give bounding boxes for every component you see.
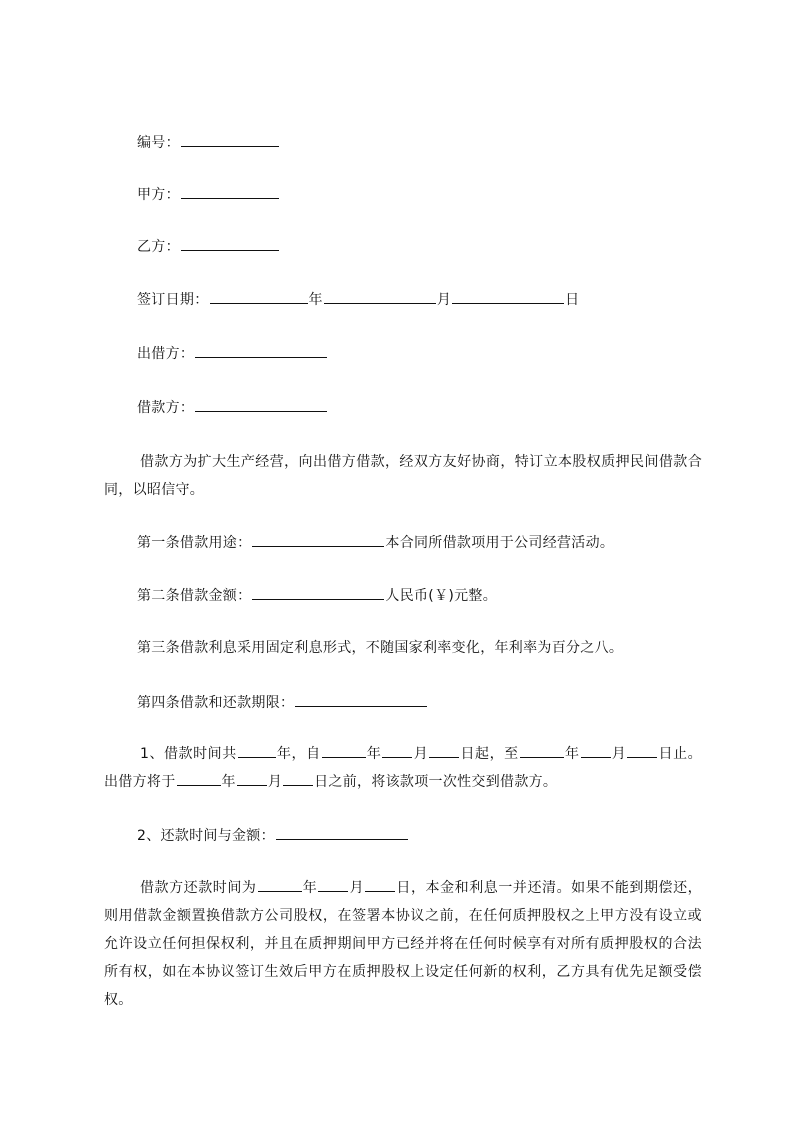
- deliver-year-blank[interactable]: [177, 771, 221, 786]
- repay-month-blank[interactable]: [318, 877, 348, 892]
- clause-1-text: 年: [366, 746, 382, 762]
- clause-1-text: 年，自: [276, 746, 321, 762]
- repay-day-blank[interactable]: [365, 877, 395, 892]
- party-a-blank[interactable]: [181, 184, 279, 199]
- sign-day-unit: 日: [565, 292, 580, 308]
- party-b-field: [137, 236, 280, 257]
- sign-month-unit: 月: [436, 292, 452, 308]
- borrower-label: 借款方：: [137, 400, 195, 416]
- end-month-blank[interactable]: [581, 743, 611, 758]
- number-label: 编号：: [137, 135, 180, 151]
- article-2: [137, 585, 497, 606]
- end-year-blank[interactable]: [520, 743, 564, 758]
- article-3: 第三条借款利息采用固定利息形式，不随国家利率变化，年利率为百分之八。: [137, 640, 624, 656]
- start-year-blank[interactable]: [322, 743, 366, 758]
- article-1-label: 第一条借款用途：: [137, 535, 252, 551]
- repay-text: 年: [302, 880, 318, 896]
- clause-2: [137, 825, 409, 846]
- clause-1-text: 年: [564, 746, 580, 762]
- number-field: [137, 132, 280, 153]
- repayment-paragraph: [104, 874, 702, 1014]
- number-blank[interactable]: [181, 132, 279, 147]
- article-4: [137, 692, 428, 713]
- article-4-blank[interactable]: [295, 692, 427, 707]
- repay-year-blank[interactable]: [258, 877, 302, 892]
- lender-field: [137, 343, 328, 364]
- party-a-field: [137, 184, 280, 205]
- deliver-day-blank[interactable]: [283, 771, 313, 786]
- sign-year-blank[interactable]: [210, 289, 308, 304]
- borrower-blank[interactable]: [195, 397, 327, 412]
- deliver-month-blank[interactable]: [237, 771, 267, 786]
- sign-date-field: [137, 289, 579, 310]
- article-1-blank[interactable]: [252, 532, 384, 547]
- article-1-tail: 本合同所借款项用于公司经营活动。: [385, 535, 615, 551]
- clause-2-blank[interactable]: [276, 825, 408, 840]
- clause-1: [104, 740, 702, 796]
- repay-text: 月: [349, 880, 365, 896]
- article-2-label: 第二条借款金额：: [137, 588, 252, 604]
- clause-1-text: 月: [267, 774, 283, 790]
- article-2-tail: 人民币(￥)元整。: [385, 588, 498, 604]
- lender-blank[interactable]: [195, 343, 327, 358]
- sign-year-unit: 年: [308, 292, 323, 308]
- clause-1-text: 日: [658, 746, 674, 762]
- sign-date-label: 签订日期：: [137, 292, 209, 308]
- repay-text: 借款方还款时间为: [140, 880, 257, 896]
- clause-1-text: 年: [221, 774, 236, 790]
- lender-label: 出借方：: [137, 346, 195, 362]
- clause-1-text: 日起，至: [460, 746, 519, 762]
- intro-paragraph: 借款方为扩大生产经营，向出借方借款，经双方友好协商，特订立本股权质押民间借款合同，以昭信守。: [104, 454, 702, 498]
- borrower-field: [137, 397, 328, 418]
- article-2-blank[interactable]: [252, 585, 384, 600]
- party-b-blank[interactable]: [181, 236, 279, 251]
- party-b-label: 乙方：: [137, 239, 180, 255]
- clause-1-text: 止。出借方将于: [104, 746, 702, 790]
- sign-day-blank[interactable]: [452, 289, 564, 304]
- clause-1-text: 日之前，将该款项一次性交到借款方。: [314, 774, 558, 790]
- party-a-label: 甲方：: [137, 187, 180, 203]
- article-1: [137, 532, 614, 553]
- end-day-blank[interactable]: [627, 743, 657, 758]
- article-4-label: 第四条借款和还款期限：: [137, 695, 295, 711]
- clause-2-label: 2、还款时间与金额：: [137, 828, 275, 844]
- repay-text: 日，本金和利息一并还清。如果不能到期偿还，则用借款金额置换借款方公司股权，在签署本协议之前，在任何质押股权之上甲方没有设立或允许设立任何担保权利，并且在质押期间甲方已经并将在任何时候享有对所有质押股权的合法所有权，如在本协议签订生效后甲方在质押股权上设定任何新的权利，乙方具有优先足额受偿权。: [104, 880, 702, 1008]
- sign-month-blank[interactable]: [324, 289, 436, 304]
- clause-1-text: 月: [413, 746, 429, 762]
- start-day-blank[interactable]: [429, 743, 459, 758]
- start-month-blank[interactable]: [382, 743, 412, 758]
- term-years-blank[interactable]: [238, 743, 276, 758]
- clause-1-text: 1、借款时间共: [140, 746, 237, 762]
- clause-1-text: 月: [611, 746, 627, 762]
